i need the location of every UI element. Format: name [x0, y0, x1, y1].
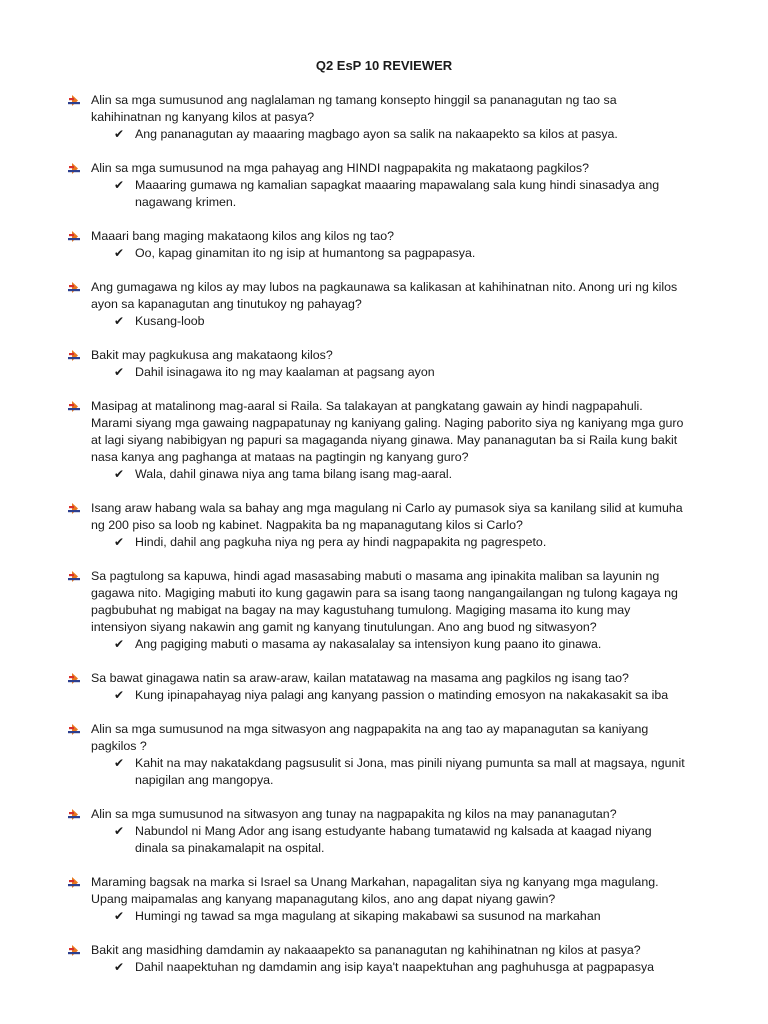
qa-item [68, 279, 728, 330]
question-line: nasa kanya ang paghanga at mataas na pagtingin ng kanyang guro? [91, 450, 469, 464]
qa-item [68, 874, 728, 925]
answer [68, 466, 728, 483]
answer [68, 636, 728, 653]
answer [68, 908, 728, 925]
arrow-bullet-icon [68, 231, 82, 242]
arrow-bullet-icon [68, 503, 82, 514]
question [68, 347, 728, 364]
question [68, 279, 728, 313]
question [68, 92, 728, 126]
answer-line: Ang pananagutan ay maaaring magbago ayon sa salik na nakaapekto sa kilos at pasya. [135, 127, 618, 141]
question [68, 228, 728, 245]
question-line: pagbubuhat ng mabigat na bagay na may kagustuhang tumulong. Magiging masama ito kung may [91, 603, 631, 617]
arrow-bullet-icon [68, 163, 82, 174]
checkmark-icon: ✔ [114, 756, 125, 770]
answer [68, 823, 728, 857]
arrow-bullet-icon [68, 350, 82, 361]
question [68, 160, 728, 177]
qa-item [68, 670, 728, 704]
answer-line: Dahil naapektuhan ng damdamin ang isip kaya't naapektuhan ang paghuhusga at pagpapasya [135, 960, 655, 974]
arrow-bullet-icon [68, 877, 82, 888]
qa-item [68, 721, 728, 789]
question-line: Sa pagtulong sa kapuwa, hindi agad masasabing mabuti o masama ang ipinakita maliban sa layunin ng [91, 569, 660, 583]
question [68, 670, 728, 687]
answer-line: dinala sa pinakamalapit na ospital. [135, 841, 325, 855]
answer-line: Kusang-loob [135, 314, 205, 328]
checkmark-icon: ✔ [114, 178, 125, 192]
arrow-bullet-icon [68, 724, 82, 735]
qa-item [68, 500, 728, 551]
question [68, 568, 728, 636]
answer-line: Wala, dahil ginawa niya ang tama bilang isang mag-aaral. [135, 467, 453, 481]
answer-line: Kahit na may nakatakdang pagsusulit si Jona, mas pinili niyang pumunta sa mall at magsaya, ngunit [135, 756, 685, 770]
question [68, 398, 728, 466]
answer-line: Dahil isinagawa ito ng may kaalaman at pagsang ayon [135, 365, 435, 379]
question-line: Masipag at matalinong mag-aaral si Raila. Sa talakayan at pangkatang gawain ay hindi nagpapahuli. [91, 399, 643, 413]
question [68, 500, 728, 534]
answer [68, 534, 728, 551]
answer [68, 313, 728, 330]
answer [68, 687, 728, 704]
checkmark-icon: ✔ [114, 365, 125, 379]
checkmark-icon: ✔ [114, 127, 125, 141]
question-line: gagawa nito. Magiging mabuti ito kung gagawin para sa isang taong nangangailangan ng tulong kagaya ng [91, 586, 678, 600]
question-line: ng 200 piso sa loob ng kabinet. Nagpakita ba ng mapanagutang kilos si Carlo? [91, 518, 523, 532]
arrow-bullet-icon [68, 282, 82, 293]
checkmark-icon: ✔ [114, 688, 125, 702]
arrow-bullet-icon [68, 401, 82, 412]
question-line: Maraming bagsak na marka si Israel sa Unang Markahan, napagalitan siya ng kanyang mga magulang. [91, 875, 659, 889]
qa-item [68, 806, 728, 857]
question-line: Alin sa mga sumusunod na mga sitwasyon ang nagpapakita na ang tao ay mapanagutan sa kaniyang [91, 722, 649, 736]
arrow-bullet-icon [68, 571, 82, 582]
answer-line: napigilan ang mangopya. [135, 773, 274, 787]
answer [68, 755, 728, 789]
answer-line: Nabundol ni Mang Ador ang isang estudyante habang tumatawid ng kalsada at kaagad niyang [135, 824, 652, 838]
answer-line: Oo, kapag ginamitan ito ng isip at humantong sa pagpapasya. [135, 246, 476, 260]
answer [68, 364, 728, 381]
arrow-bullet-icon [68, 945, 82, 956]
answer [68, 245, 728, 262]
answer-line: Ang pagiging mabuti o masama ay nakasalalay sa intensiyon kung paano ito ginawa. [135, 637, 602, 651]
checkmark-icon: ✔ [114, 824, 125, 838]
answer-line: Maaaring gumawa ng kamalian sapagkat maaaring mapawalang sala kung hindi sinasadya ang [135, 178, 660, 192]
answer-line: nagawang krimen. [135, 195, 237, 209]
question-line: Ang gumagawa ng kilos ay may lubos na pagkaunawa sa kalikasan at kahihinatnan nito. Anong uri ng kilos [91, 280, 678, 294]
checkmark-icon: ✔ [114, 637, 125, 651]
checkmark-icon: ✔ [114, 960, 125, 974]
question [68, 721, 728, 755]
question [68, 874, 728, 908]
question-line: pagkilos ? [91, 739, 147, 753]
question-line: Bakit ang masidhing damdamin ay nakaaapekto sa pananagutan ng kahihinatnan ng kilos at pasya? [91, 943, 641, 957]
question-line: Upang maipamalas ang kanyang mapanagutang kilos, ano ang dapat niyang gawin? [91, 892, 556, 906]
question-line: Sa bawat ginagawa natin sa araw-araw, kailan matatawag na masama ang pagkilos ng isang tao? [91, 671, 629, 685]
question-line: Isang araw habang wala sa bahay ang mga magulang ni Carlo ay pumasok siya sa kanilang silid at kumuha [91, 501, 683, 515]
question-line: Maaari bang maging makataong kilos ang kilos ng tao? [91, 229, 395, 243]
question-line: ayon sa kapanagutan ang tinutukoy ng pahayag? [91, 297, 362, 311]
checkmark-icon: ✔ [114, 314, 125, 328]
question-line: kahihinatnan ng kanyang kilos at pasya? [91, 110, 315, 124]
answer-line: Hindi, dahil ang pagkuha niya ng pera ay hindi nagpapakita ng pagrespeto. [135, 535, 547, 549]
question-line: Bakit may pagkukusa ang makataong kilos? [91, 348, 333, 362]
answer-line: Kung ipinapahayag niya palagi ang kanyang passion o matinding emosyon na nakakasakit sa iba [135, 688, 669, 702]
answer [68, 177, 728, 211]
qa-item [68, 347, 728, 381]
checkmark-icon: ✔ [114, 909, 125, 923]
checkmark-icon: ✔ [114, 467, 125, 481]
arrow-bullet-icon [68, 809, 82, 820]
qa-item [68, 398, 728, 483]
question [68, 942, 728, 959]
arrow-bullet-icon [68, 95, 82, 106]
checkmark-icon: ✔ [114, 535, 125, 549]
answer [68, 126, 728, 143]
question-line: Marami siyang mga gawaing nagpapatunay ng kaniyang galing. Naging paborito siya ng kaniyang mga guro [91, 416, 684, 430]
question [68, 806, 728, 823]
qa-item [68, 160, 728, 211]
qa-item [68, 228, 728, 262]
question-line: at lagi siyang nabibigyan ng papuri sa magaganda niyang ginawa. May pananagutan ba si Raila kung bakit [91, 433, 678, 447]
answer [68, 959, 728, 976]
question-line: Alin sa mga sumusunod ang naglalaman ng tamang konsepto hinggil sa pananagutan ng tao sa [91, 93, 617, 107]
arrow-bullet-icon [68, 673, 82, 684]
answer-line: Humingi ng tawad sa mga magulang at sikaping makabawi sa susunod na markahan [135, 909, 601, 923]
qa-item [68, 92, 728, 143]
question-line: Alin sa mga sumusunod na sitwasyon ang tunay na nagpapakita ng kilos na may pananagutan? [91, 807, 617, 821]
question-line: Alin sa mga sumusunod na mga pahayag ang HINDI nagpapakita ng makataong pagkilos? [91, 161, 590, 175]
question-line: intensiyon siyang nakawin ang gamit ng kanyang tinutulungan. Ano ang buod ng sitwasyon? [91, 620, 597, 634]
qa-item [68, 568, 728, 653]
checkmark-icon: ✔ [114, 246, 125, 260]
qa-item [68, 942, 728, 976]
page-title: Q2 EsP 10 REVIEWER [315, 58, 453, 73]
